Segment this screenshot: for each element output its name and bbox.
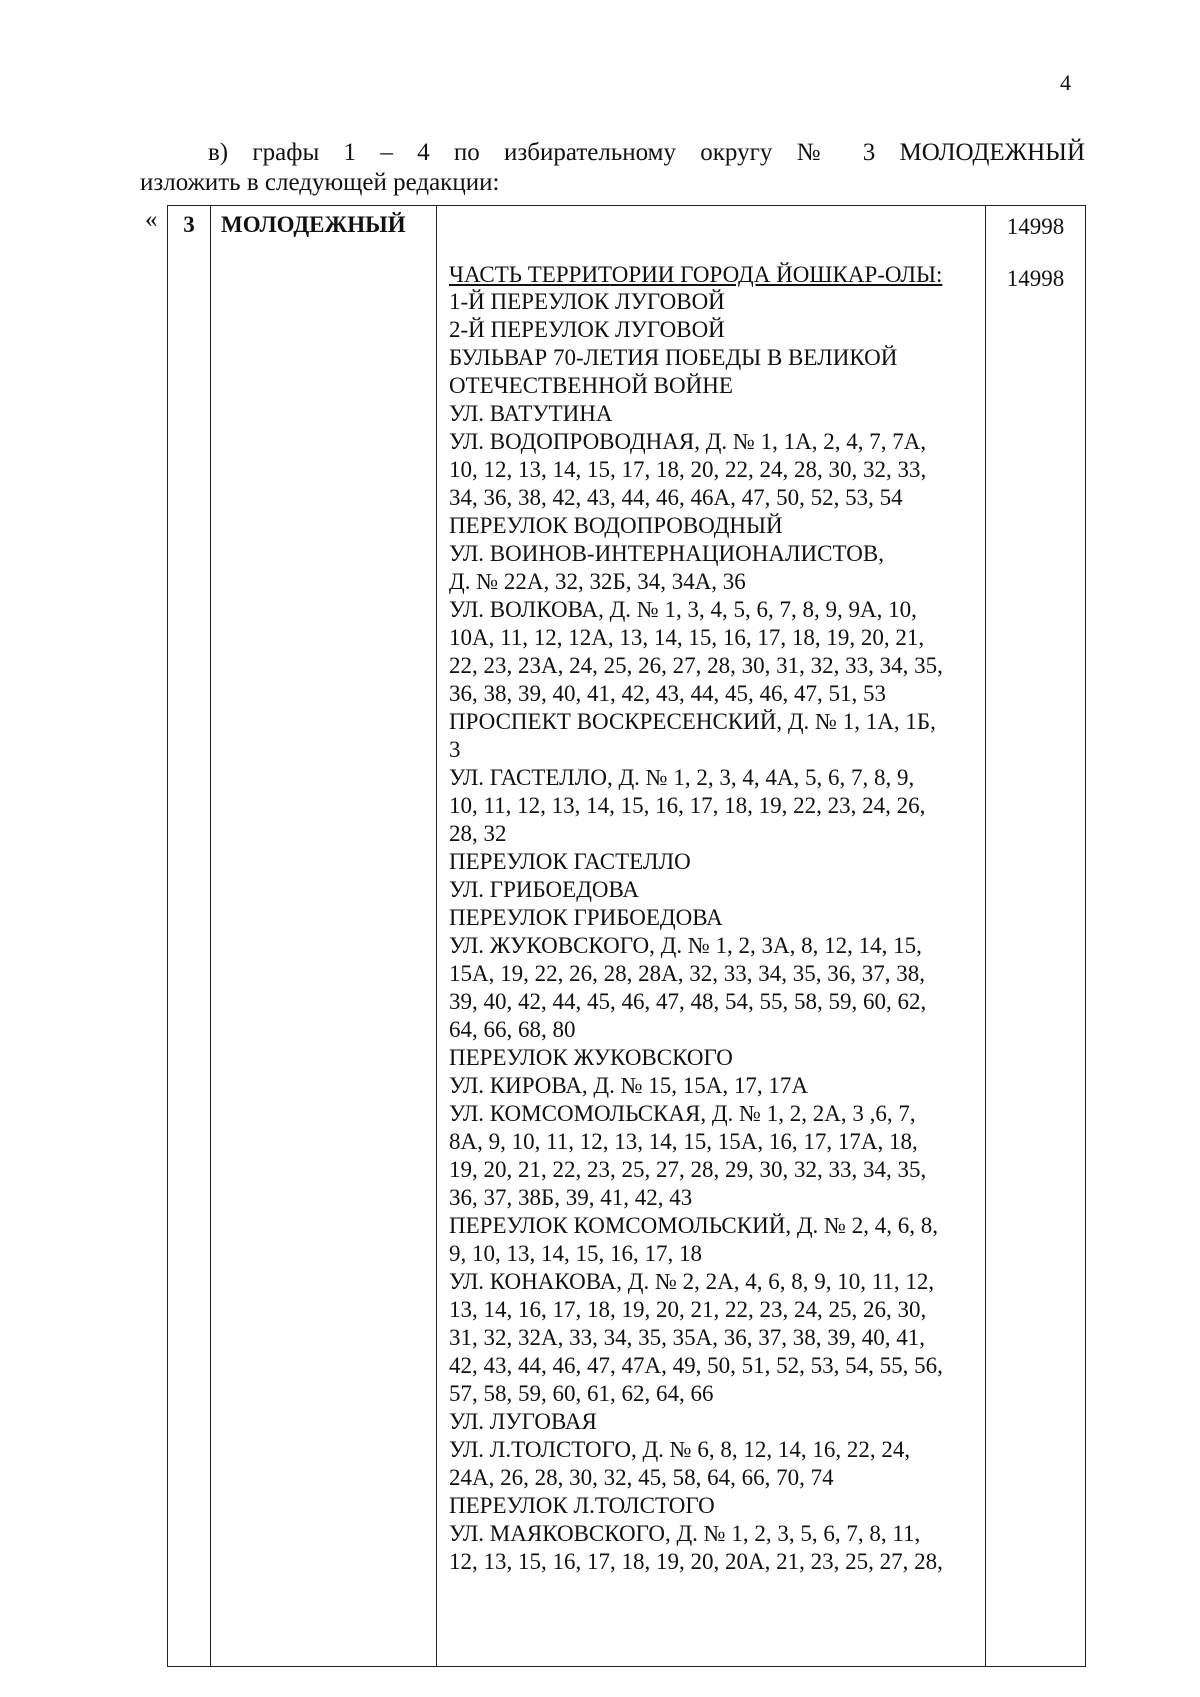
- list-item: 57, 58, 59, 60, 61, 62, 64, 66: [449, 1381, 714, 1406]
- list-item: ПЕРЕУЛОК ВОДОПРОВОДНЫЙ: [449, 513, 783, 538]
- list-item: ПЕРЕУЛОК ГРИБОЕДОВА: [449, 905, 723, 930]
- district-name-cell: [211, 206, 437, 1667]
- district-name: МОЛОДЕЖНЫЙ: [221, 212, 406, 237]
- list-item: 64, 66, 68, 80: [449, 1017, 576, 1042]
- list-item: УЛ. Л.ТОЛСТОГО, Д. № 6, 8, 12, 14, 16, 22, 24,: [449, 1437, 911, 1462]
- page-number: 4: [1060, 70, 1071, 95]
- table-row: [168, 206, 1086, 1667]
- list-item: ОТЕЧЕСТВЕННОЙ ВОЙНЕ: [449, 373, 733, 398]
- list-item: 3: [449, 737, 461, 762]
- streets-header-gap: [449, 206, 983, 262]
- list-item: 2-Й ПЕРЕУЛОК ЛУГОВОЙ: [449, 317, 725, 342]
- list-item: 39, 40, 42, 44, 45, 46, 47, 48, 54, 55, 58, 59, 60, 62,: [449, 989, 927, 1014]
- territory-voters: 14998: [1006, 266, 1065, 291]
- district-number: 3: [183, 212, 195, 237]
- list-item: 28, 32: [449, 821, 507, 846]
- list-item: ПЕРЕУЛОК КОМСОМОЛЬСКИЙ, Д. № 2, 4, 6, 8,: [449, 1213, 938, 1238]
- list-item: 10, 12, 13, 14, 15, 17, 18, 20, 22, 24, 28, 30, 32, 33,: [449, 457, 927, 482]
- district-table: [167, 205, 1086, 1667]
- list-item: 15А, 19, 22, 26, 28, 28А, 32, 33, 34, 35, 36, 37, 38,: [449, 961, 925, 986]
- list-item: ПРОСПЕКТ ВОСКРЕСЕНСКИЙ, Д. № 1, 1А, 1Б,: [449, 709, 936, 734]
- intro-line-2: изложить в следующей редакции:: [140, 169, 500, 196]
- list-item: УЛ. ЖУКОВСКОГО, Д. № 1, 2, 3А, 8, 12, 14, 15,: [449, 933, 922, 958]
- list-item: 31, 32, 32А, 33, 34, 35, 35А, 36, 37, 38, 39, 40, 41,: [449, 1325, 925, 1350]
- list-item: 34, 36, 38, 42, 43, 44, 46, 46А, 47, 50, 52, 53, 54: [449, 485, 903, 510]
- list-item: ПЕРЕУЛОК Л.ТОЛСТОГО: [449, 1493, 715, 1518]
- list-item: 12, 13, 15, 16, 17, 18, 19, 20, 20А, 21, 23, 25, 27, 28,: [449, 1549, 943, 1574]
- intro-line-1: в) графы 1 – 4 по избирательному округу № 3 МОЛОДЕЖНЫЙ: [208, 139, 1085, 166]
- list-item: УЛ. КОНАКОВА, Д. № 2, 2А, 4, 6, 8, 9, 10, 11, 12,: [449, 1269, 935, 1294]
- list-item: 9, 10, 13, 14, 15, 16, 17, 18: [449, 1241, 702, 1266]
- list-item: 42, 43, 44, 46, 47, 47А, 49, 50, 51, 52, 53, 54, 55, 56,: [449, 1353, 943, 1378]
- territory-heading: ЧАСТЬ ТЕРРИТОРИИ ГОРОДА ЙОШКАР-ОЛЫ:: [449, 262, 943, 287]
- voters-cell: [986, 206, 1086, 1667]
- list-item: ПЕРЕУЛОК ЖУКОВСКОГО: [449, 1045, 733, 1070]
- list-item: 36, 38, 39, 40, 41, 42, 43, 44, 45, 46, 47, 51, 53: [449, 681, 886, 706]
- list-item: УЛ. ВАТУТИНА: [449, 401, 613, 426]
- list-item: УЛ. МАЯКОВСКОГО, Д. № 1, 2, 3, 5, 6, 7, 8, 11,: [449, 1521, 921, 1546]
- list-item: УЛ. ГАСТЕЛЛО, Д. № 1, 2, 3, 4, 4А, 5, 6, 7, 8, 9,: [449, 765, 915, 790]
- list-item: 24А, 26, 28, 30, 32, 45, 58, 64, 66, 70, 74: [449, 1465, 834, 1490]
- intro-paragraph: [140, 138, 1085, 198]
- list-item: 1-Й ПЕРЕУЛОК ЛУГОВОЙ: [449, 289, 725, 314]
- list-item: УЛ. ЛУГОВАЯ: [449, 1409, 597, 1434]
- streets-cell: [437, 206, 986, 1667]
- list-item: УЛ. КИРОВА, Д. № 15, 15А, 17, 17А: [449, 1073, 809, 1098]
- district-number-cell: [168, 206, 211, 1667]
- list-item: УЛ. ВОДОПРОВОДНАЯ, Д. № 1, 1А, 2, 4, 7, 7А,: [449, 429, 927, 454]
- list-item: 13, 14, 16, 17, 18, 19, 20, 21, 22, 23, 24, 25, 26, 30,: [449, 1297, 927, 1322]
- list-item: 19, 20, 21, 22, 23, 25, 27, 28, 29, 30, 32, 33, 34, 35,: [449, 1157, 927, 1182]
- street-list: [449, 288, 983, 1666]
- list-item: 8А, 9, 10, 11, 12, 13, 14, 15, 15А, 16, 17, 17А, 18,: [449, 1129, 918, 1154]
- opening-quote: «: [145, 206, 158, 233]
- list-item: Д. № 22А, 32, 32Б, 34, 34А, 36: [449, 569, 746, 594]
- list-item: ПЕРЕУЛОК ГАСТЕЛЛО: [449, 849, 691, 874]
- list-item: БУЛЬВАР 70-ЛЕТИЯ ПОБЕДЫ В ВЕЛИКОЙ: [449, 345, 898, 370]
- list-item: 36, 37, 38Б, 39, 41, 42, 43: [449, 1185, 693, 1210]
- list-item: УЛ. ГРИБОЕДОВА: [449, 877, 639, 902]
- list-item: 22, 23, 23А, 24, 25, 26, 27, 28, 30, 31, 32, 33, 34, 35,: [449, 653, 943, 678]
- list-item: 10А, 11, 12, 12А, 13, 14, 15, 16, 17, 18, 19, 20, 21,: [449, 625, 925, 650]
- total-voters: 14998: [1006, 214, 1065, 239]
- list-item: УЛ. КОМСОМОЛЬСКАЯ, Д. № 1, 2, 2А, 3 ,6, 7,: [449, 1101, 916, 1126]
- list-item: УЛ. ВОИНОВ-ИНТЕРНАЦИОНАЛИСТОВ,: [449, 541, 884, 566]
- list-item: УЛ. ВОЛКОВА, Д. № 1, 3, 4, 5, 6, 7, 8, 9, 9А, 10,: [449, 597, 917, 622]
- list-item: 10, 11, 12, 13, 14, 15, 16, 17, 18, 19, 22, 23, 24, 26,: [449, 793, 926, 818]
